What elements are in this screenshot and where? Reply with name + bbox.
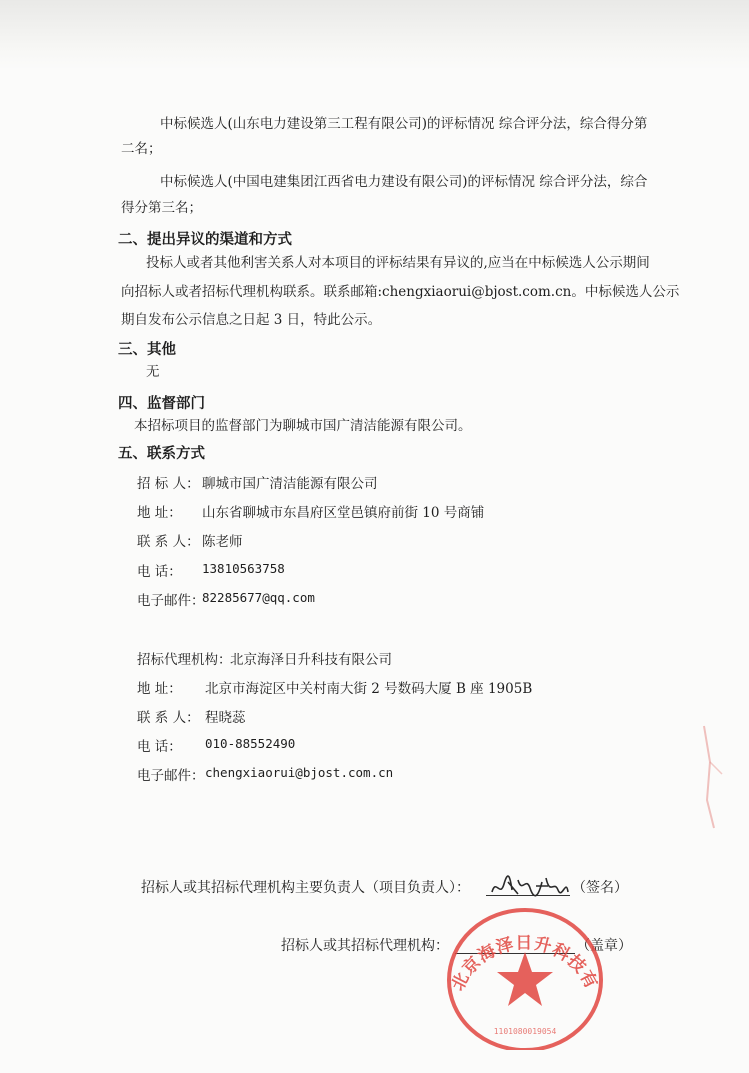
tenderer-email-label: 电子邮件： (137, 593, 205, 609)
signature-line2-label: 招标人或其招标代理机构： (281, 938, 449, 954)
tenderer-email: 82285677@qq.com (202, 590, 315, 605)
candidate-2-line1: 中标候选人(山东电力建设第三工程有限公司)的评标情况 综合评分法，综合得分第 (160, 116, 648, 132)
section-3-heading: 三、其他 (118, 342, 176, 358)
section-2-line1: 投标人或者其他利害关系人对本项目的评标结果有异议的,应当在中标候选人公示期间 (146, 255, 650, 271)
agency-contact-label: 联 系 人： (137, 710, 200, 726)
svg-text:1101080019054: 1101080019054 (493, 1027, 557, 1036)
signature-line2-suffix: （盖章） (576, 938, 632, 954)
agency-phone-label: 电 话： (137, 739, 182, 755)
agency-phone: 010-88552490 (205, 736, 296, 751)
section-2-heading: 二、提出异议的渠道和方式 (118, 232, 292, 248)
candidate-3-line1: 中标候选人(中国电建集团江西省电力建设有限公司)的评标情况 综合评分法，综合 (160, 174, 648, 190)
candidate-3-line2: 得分第三名； (121, 200, 202, 216)
agency-name: 北京海泽日升科技有限公司 (230, 652, 392, 668)
tenderer-address-label: 地 址： (137, 505, 182, 521)
tenderer-phone: 13810563758 (202, 561, 285, 576)
agency-name-label: 招标代理机构： (137, 652, 232, 668)
signature-line1-suffix: （签名） (572, 880, 628, 896)
tenderer-phone-label: 电 话： (137, 564, 182, 580)
section-2-line2: 向招标人或者招标代理机构联系。联系邮箱:chengxiaorui@bjost.com.cn。中标候选人公示 (121, 284, 680, 300)
handwritten-signature (488, 872, 572, 902)
signature-line1-label: 招标人或其招标代理机构主要负责人（项目负责人）： (141, 880, 470, 896)
section-3-body: 无 (146, 364, 160, 380)
agency-address-label: 地 址： (137, 681, 182, 697)
candidate-2-line2: 二名； (121, 141, 162, 157)
svg-text:北京海泽日升科技有限公司: 北京海泽日升科技有 (448, 933, 602, 994)
tenderer-address: 山东省聊城市东昌府区堂邑镇府前街 10 号商铺 (202, 505, 485, 521)
page-top-shadow (0, 0, 749, 70)
tenderer-contact: 陈老师 (202, 534, 243, 550)
section-2-line3: 期自发布公示信息之日起 3 日，特此公示。 (121, 312, 382, 328)
faint-red-mark (698, 722, 734, 832)
section-4-body: 本招标项目的监督部门为聊城市国广清洁能源有限公司。 (134, 418, 472, 434)
agency-address: 北京市海淀区中关村南大街 2 号数码大厦 B 座 1905B (205, 681, 533, 697)
tenderer-name-label: 招 标 人： (137, 476, 200, 492)
agency-email-label: 电子邮件： (137, 768, 205, 784)
agency-email: chengxiaorui@bjost.com.cn (205, 765, 394, 780)
section-5-heading: 五、联系方式 (118, 446, 205, 462)
tenderer-contact-label: 联 系 人： (137, 534, 200, 550)
section-4-heading: 四、监督部门 (118, 396, 205, 412)
agency-contact: 程晓蕊 (205, 710, 246, 726)
tenderer-name: 聊城市国广清洁能源有限公司 (202, 476, 378, 492)
company-seal (440, 900, 610, 1050)
